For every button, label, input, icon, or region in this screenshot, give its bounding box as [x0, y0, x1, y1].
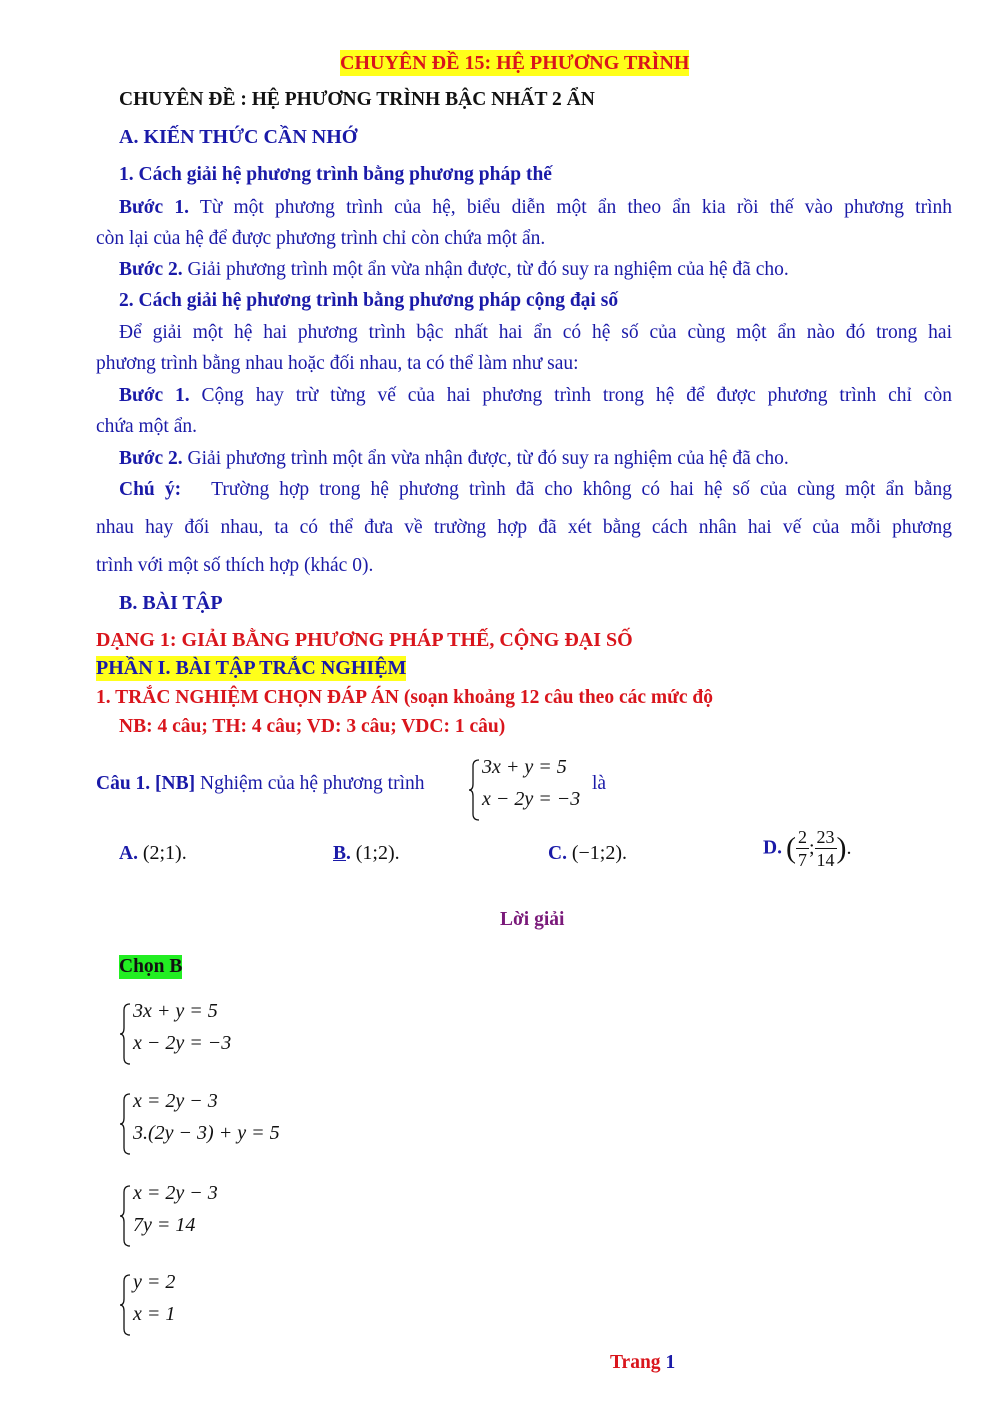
step-label: Bước 2. — [119, 448, 183, 469]
method2-step1-line2: chứa một ẩn. — [96, 416, 197, 437]
option-letter: A. — [119, 843, 138, 864]
question-system — [468, 756, 598, 822]
topic-subtitle: CHUYÊN ĐỀ : HỆ PHƯƠNG TRÌNH BẬC NHẤT 2 ẨN — [119, 89, 595, 110]
question-label: Câu 1. [NB] — [96, 773, 196, 794]
method2-step2 — [119, 448, 789, 470]
method1-step1-line1 — [96, 197, 952, 219]
option-value: (2;1). — [142, 842, 187, 864]
left-brace-icon — [119, 1184, 133, 1248]
type-heading: DẠNG 1: GIẢI BẰNG PHƯƠNG PHÁP THẾ, CỘNG ĐẠI SỐ — [96, 629, 633, 651]
step-text: Giải phương trình một ẩn vừa nhận được, từ đó suy ra nghiệm của hệ đã cho. — [182, 259, 789, 280]
step-text: Từ một phương trình của hệ, biểu diễn một ẩn theo ẩn kia rồi thế vào phương trình — [188, 197, 952, 218]
option-letter: D. — [763, 837, 782, 859]
note-text: Trường hợp trong hệ phương trình đã cho không có hai hệ số của cùng một ẩn bằng — [181, 479, 952, 500]
option-letter: B — [333, 843, 347, 864]
step-text: Cộng hay trừ từng vế của hai phương trình trong hệ để được phương trình chỉ còn — [189, 385, 952, 406]
method1-title: 1. Cách giải hệ phương trình bằng phương pháp thế — [119, 164, 552, 185]
note-line2: nhau hay đối nhau, ta có thể đưa về trường hợp đã xét bằng cách nhân hai vế của mỗi phương — [96, 517, 952, 538]
option-value: (1;2). — [355, 842, 400, 864]
method2-intro-line2: phương trình bằng nhau hoặc đối nhau, ta có thể làm như sau: — [96, 353, 579, 374]
solution-step-3 — [119, 1182, 359, 1248]
part-heading: PHẦN I. BÀI TẬP TRẮC NGHIỆM — [96, 657, 407, 679]
page-number: 1 — [665, 1352, 676, 1373]
method1-step1-line2: còn lại của hệ để được phương trình chỉ còn chứa một ẩn. — [96, 228, 546, 249]
option-value: (−1;2). — [571, 842, 627, 864]
note-line1 — [96, 479, 952, 501]
method1-step2 — [119, 259, 789, 281]
step-eq: x = 1 — [133, 1303, 176, 1325]
solution-title: Lời giải — [500, 909, 565, 930]
step-eq: y = 2 — [133, 1271, 176, 1293]
step-eq: x − 2y = −3 — [133, 1032, 232, 1054]
step-text: Giải phương trình một ẩn vừa nhận được, từ đó suy ra nghiệm của hệ đã cho. — [182, 448, 789, 469]
page-footer — [610, 1352, 675, 1374]
question-1 — [96, 773, 425, 795]
left-brace-icon — [119, 1092, 133, 1156]
method2-intro-line1: Để giải một hệ hai phương trình bậc nhất hai ẩn có hệ số của cùng một ẩn nào đó trong hai — [119, 322, 952, 343]
solution-choice: Chọn B — [119, 956, 183, 977]
step-label: Bước 1. — [119, 385, 190, 406]
fraction-2: $\frac{23}{14}$ — [816, 827, 835, 870]
step-eq: 3x + y = 5 — [133, 1000, 218, 1022]
step-label: Bước 1. — [119, 197, 189, 218]
option-b[interactable]: B. (1;2). — [333, 842, 400, 864]
chapter-title: CHUYÊN ĐỀ 15: HỆ PHƯƠNG TRÌNH — [340, 52, 690, 74]
left-brace-icon — [119, 1273, 133, 1337]
question-text: Nghiệm của hệ phương trình — [195, 773, 425, 794]
left-brace-icon — [468, 758, 482, 822]
system-eq2: x − 2y = −3 — [482, 788, 581, 810]
question-tail: là — [592, 773, 607, 794]
option-c[interactable] — [548, 842, 627, 865]
method2-step1-line1 — [96, 385, 952, 407]
mc-levels: NB: 4 câu; TH: 4 câu; VD: 3 câu; VDC: 1 câu) — [119, 716, 506, 737]
option-a[interactable] — [119, 842, 187, 865]
left-brace-icon — [119, 1002, 133, 1066]
footer-label: Trang — [610, 1352, 661, 1373]
step-eq: 7y = 14 — [133, 1214, 196, 1236]
note-line3: trình với một số thích hợp (khác 0). — [96, 555, 374, 576]
method2-title: 2. Cách giải hệ phương trình bằng phương pháp cộng đại số — [119, 290, 619, 311]
option-letter: C. — [548, 843, 567, 864]
step-eq: 3.(2y − 3) + y = 5 — [133, 1122, 280, 1144]
step-eq: x = 2y − 3 — [133, 1090, 218, 1112]
step-label: Bước 2. — [119, 259, 183, 280]
system-eq1: 3x + y = 5 — [482, 756, 567, 778]
solution-step-2 — [119, 1090, 359, 1156]
mc-title: 1. TRẮC NGHIỆM CHỌN ĐÁP ÁN (soạn khoảng 12 câu theo các mức độ — [96, 687, 713, 708]
note-label: Chú ý: — [119, 479, 182, 500]
option-d[interactable]: D. ( $\frac{2}{7}$ ; $\frac{23}{14}$ ). — [763, 827, 852, 870]
section-a-heading: A. KIẾN THỨC CẦN NHỚ — [119, 126, 358, 148]
fraction-1: $\frac{2}{7}$ — [797, 827, 807, 870]
section-b-heading: B. BÀI TẬP — [119, 592, 223, 614]
solution-step-1 — [119, 1000, 359, 1066]
solution-step-4 — [119, 1271, 359, 1337]
step-eq: x = 2y − 3 — [133, 1182, 218, 1204]
